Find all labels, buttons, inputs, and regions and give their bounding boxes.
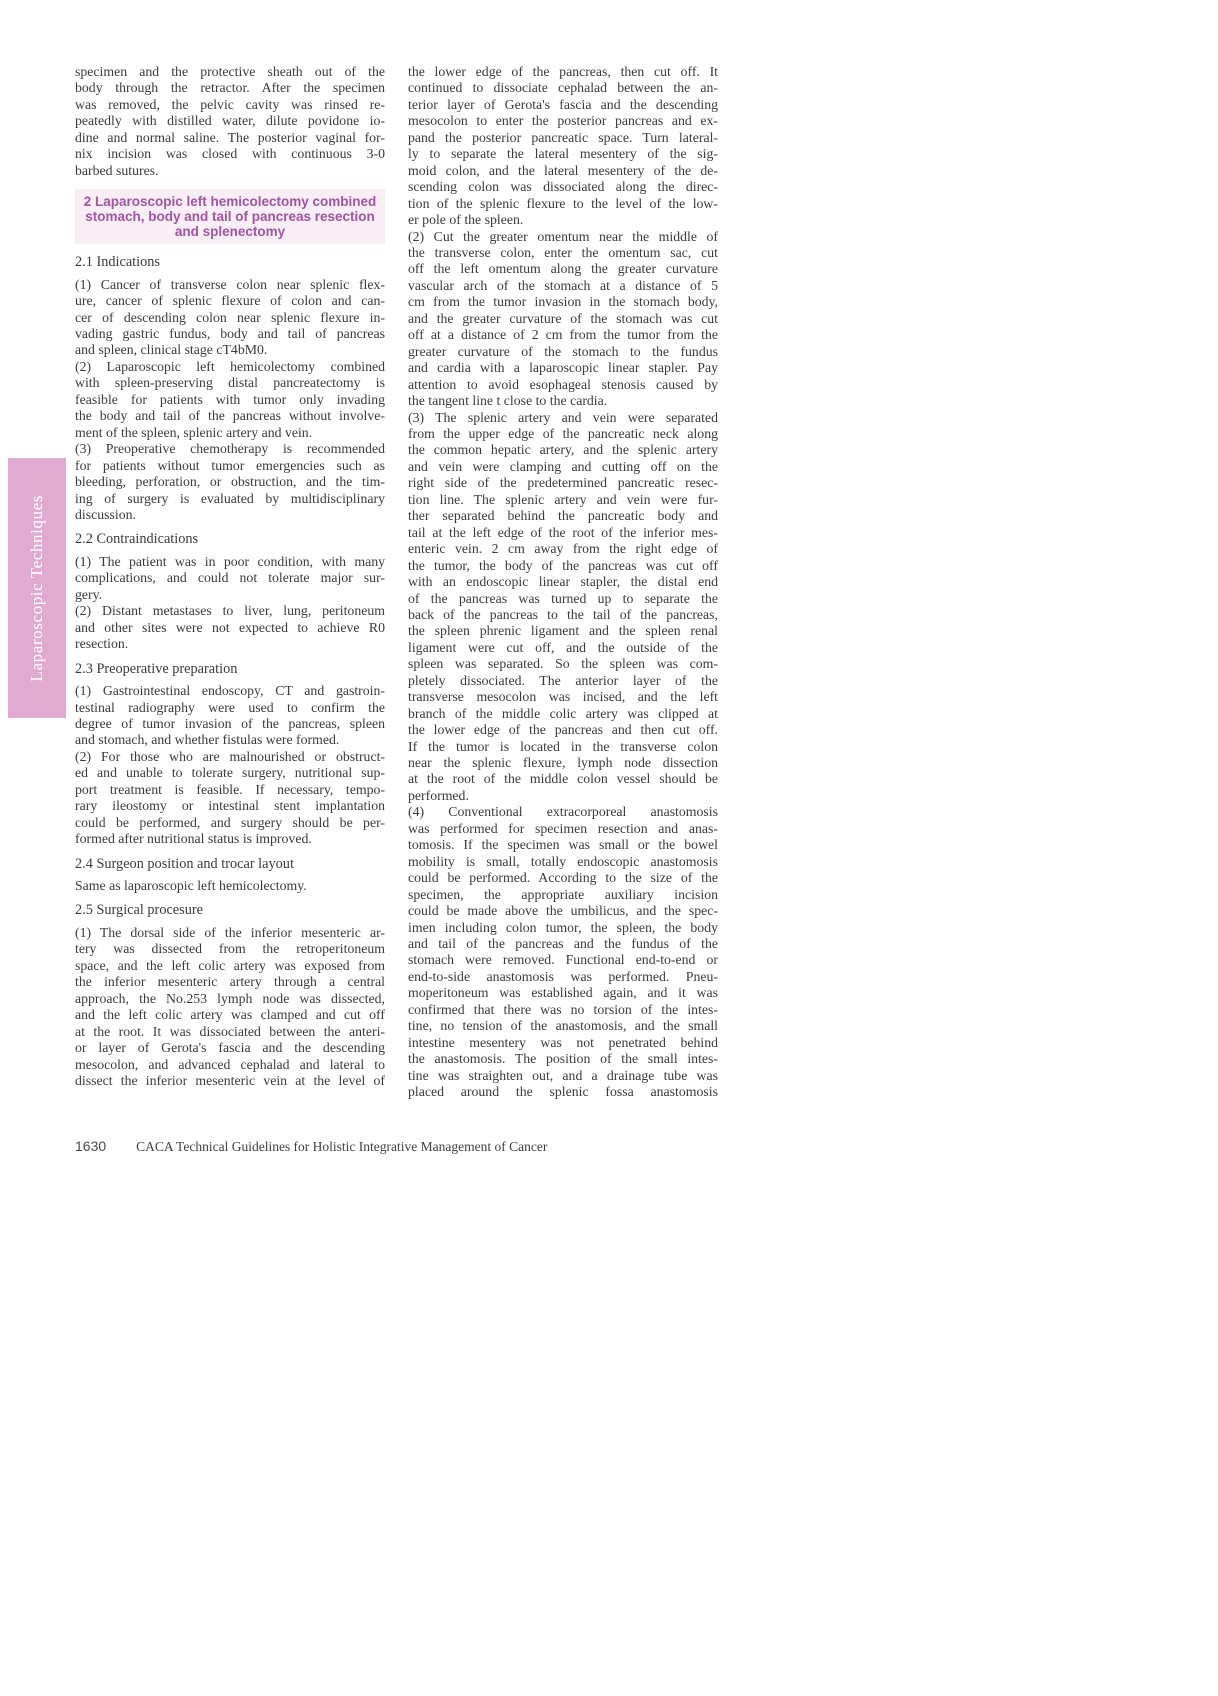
text-line: bleeding, perforation, or obstruction, and the tim-: [75, 474, 385, 490]
text-line: (2) Laparoscopic left hemicolectomy combined: [75, 358, 385, 374]
paragraph: [75, 359, 385, 441]
text-line: end-to-side anastomosis was performed. Pneu-: [408, 968, 718, 984]
text-line: from the upper edge of the pancreatic neck along: [408, 425, 718, 441]
text-line: tery was dissected from the retroperitoneum: [75, 941, 385, 957]
text-line: off the left omentum along the greater curvature: [408, 261, 718, 277]
page-footer: [75, 1138, 718, 1155]
text-line: vading gastric fundus, body and tail of pancreas: [75, 325, 385, 341]
text-line: and tail of the pancreas and the fundus of the: [408, 936, 718, 952]
text-line: intestine mesentery was not penetrated behind: [408, 1034, 718, 1050]
page-body: [75, 64, 718, 1101]
text-line: the common hepatic artery, and the splenic artery: [408, 442, 718, 458]
text-line: back of the pancreas to the tail of the pancreas,: [408, 606, 718, 622]
text-line: was removed, the pelvic cavity was rinsed re-: [75, 96, 385, 112]
text-line: the transverse colon, enter the omentum sac, cut: [408, 244, 718, 260]
paragraph: [75, 683, 385, 749]
text-line: (1) The dorsal side of the inferior mesenteric ar-: [75, 924, 385, 940]
text-line: If the tumor is located in the transverse colon: [408, 738, 718, 754]
text-line: right side of the predetermined pancreatic resec-: [408, 475, 718, 491]
text-line: with spleen-preserving distal pancreatectomy is: [75, 375, 385, 391]
text-line: at the root. It was dissociated between the anteri-: [75, 1023, 385, 1039]
paragraph: [75, 277, 385, 359]
text-line: could be performed. According to the size of the: [408, 870, 718, 886]
text-line: space, and the left colic artery was exposed from: [75, 957, 385, 973]
text-line: barbed sutures.: [75, 162, 159, 178]
chapter-sidebar-tab: [8, 458, 66, 718]
text-line: tine was straighten out, and a drainage tube was: [408, 1067, 718, 1083]
text-line: discussion.: [75, 506, 136, 522]
text-line: resection.: [75, 636, 129, 652]
text-line: cer of descending colon near splenic flexure in-: [75, 309, 385, 325]
text-line: tion line. The splenic artery and vein were fur-: [408, 491, 718, 507]
text-line: stomach were removed. Functional end-to-end or: [408, 952, 718, 968]
paragraph: [408, 804, 718, 1100]
text-line: terior layer of Gerota's fascia and the descending: [408, 96, 718, 112]
text-line: tail at the left edge of the root of the inferior mes-: [408, 524, 718, 540]
section-heading-box: [75, 189, 385, 244]
text-line: and cardia with a laparoscopic linear stapler. Pay: [408, 360, 718, 376]
text-line: mesocolon to enter the posterior pancreas and ex-: [408, 113, 718, 129]
text-line: and vein were clamping and cutting off on the: [408, 458, 718, 474]
text-line: specimen, the appropriate auxiliary incision: [408, 886, 718, 902]
text-line: or layer of Gerota's fascia and the descending: [75, 1040, 385, 1056]
text-line: (3) The splenic artery and vein were separated: [408, 409, 718, 425]
text-line: ure, cancer of splenic flexure of colon and can-: [75, 293, 385, 309]
text-line: cm from the tumor invasion in the stomach body,: [408, 294, 718, 310]
subsection-heading: 2.4 Surgeon position and trocar layout: [75, 855, 294, 872]
text-line: nix incision was closed with continuous 3-0: [75, 146, 385, 162]
paragraph: [75, 925, 385, 1090]
text-line: attention to avoid esophageal stenosis caused by: [408, 376, 718, 392]
right-column: [408, 64, 718, 1101]
text-line: could be made above the umbilicus, and the spec-: [408, 903, 718, 919]
text-line: degree of tumor invasion of the pancreas, spleen: [75, 715, 385, 731]
text-line: and other sites were not expected to achieve R0: [75, 619, 385, 635]
text-line: pletely dissociated. The anterior layer of the: [408, 672, 718, 688]
text-line: could be performed, and surgery should be per-: [75, 814, 385, 830]
subsection-heading: 2.5 Surgical procesure: [75, 902, 203, 919]
text-line: the tangent line t close to the cardia.: [408, 393, 608, 409]
text-line: gery.: [75, 586, 103, 602]
text-line: the inferior mesenteric artery through a central: [75, 974, 385, 990]
text-line: port treatment is feasible. If necessary, tempo-: [75, 781, 385, 797]
text-line: and spleen, clinical stage cT4bM0.: [75, 342, 268, 358]
text-line: of the pancreas was turned up to separate the: [408, 590, 718, 606]
text-line: (2) For those who are malnourished or obstruct-: [75, 748, 385, 764]
text-line: (2) Cut the greater omentum near the middle of: [408, 228, 718, 244]
text-line: the lower edge of the pancreas and then cut off.: [408, 722, 718, 738]
text-line: complications, and could not tolerate major sur-: [75, 570, 385, 586]
text-line: mobility is small, totally endoscopic anastomosis: [408, 853, 718, 869]
text-line: the body and tail of the pancreas without involve-: [75, 408, 385, 424]
text-line: testinal radiography were used to confirm the: [75, 699, 385, 715]
text-line: vascular arch of the stomach at a distance of 5: [408, 277, 718, 293]
text-line: spleen was separated. So the spleen was com-: [408, 656, 718, 672]
footer-title: CACA Technical Guidelines for Holistic Integrative Management of Cancer: [136, 1139, 548, 1154]
text-line: tion of the splenic flexure to the level of the low-: [408, 195, 718, 211]
paragraph: [408, 229, 718, 410]
text-line: performed.: [408, 787, 469, 803]
text-line: formed after nutritional status is improved.: [75, 831, 312, 847]
text-line: ed and unable to tolerate surgery, nutritional sup-: [75, 765, 385, 781]
left-column: [75, 64, 385, 1101]
text-line: dine and normal saline. The posterior vaginal for-: [75, 129, 385, 145]
paragraph: [75, 749, 385, 848]
paragraph: [75, 64, 385, 179]
text-line: mesocolon, and advanced cephalad and lateral to: [75, 1056, 385, 1072]
text-line: rary ileostomy or intestinal stent implantation: [75, 798, 385, 814]
paragraph: [75, 441, 385, 523]
text-line: the lower edge of the pancreas, then cut off. It: [408, 64, 718, 79]
text-line: moperitoneum was established again, and it was: [408, 985, 718, 1001]
text-line: near the splenic flexure, lymph node dissection: [408, 755, 718, 771]
text-line: tine, no tension of the anastomosis, and the small: [408, 1018, 718, 1034]
text-line: the anastomosis. The position of the small intes-: [408, 1051, 718, 1067]
paragraph: [408, 64, 718, 229]
text-line: peatedly with distilled water, dilute povidone io-: [75, 113, 385, 129]
text-line: dissect the inferior mesenteric vein at the level of: [75, 1073, 385, 1089]
text-line: (1) The patient was in poor condition, with many: [75, 553, 385, 569]
sidebar-tab-label: Laparoscopic Techniques: [27, 494, 46, 682]
text-line: er pole of the spleen.: [408, 212, 524, 228]
text-line: placed around the splenic fossa anastomosis: [408, 1084, 718, 1100]
section-heading-line: and splenectomy: [174, 224, 286, 240]
text-line: transverse mesocolon was incised, and the left: [408, 689, 718, 705]
subsection-heading: 2.2 Contraindications: [75, 531, 199, 548]
text-line: the spleen phrenic ligament and the spleen renal: [408, 623, 718, 639]
text-line: (1) Gastrointestinal endoscopy, CT and gastroin-: [75, 683, 385, 699]
text-line: (2) Distant metastases to liver, lung, peritoneum: [75, 603, 385, 619]
text-line: was performed for specimen resection and anas-: [408, 820, 718, 836]
section-heading-line: stomach, body and tail of pancreas resection: [85, 209, 375, 225]
text-line: ing of surgery is evaluated by multidisciplinary: [75, 490, 385, 506]
paragraph: [408, 410, 718, 805]
text-line: the tumor, the body of the pancreas was cut off: [408, 557, 718, 573]
text-line: and the greater curvature of the stomach was cut: [408, 310, 718, 326]
text-line: body through the retractor. After the specimen: [75, 80, 385, 96]
text-line: and stomach, and whether fistulas were formed.: [75, 732, 340, 748]
text-line: branch of the middle colic artery was clipped at: [408, 705, 718, 721]
text-line: with an endoscopic linear stapler, the distal end: [408, 574, 718, 590]
text-line: for patients without tumor emergencies such as: [75, 457, 385, 473]
text-line: greater curvature of the stomach to the fundus: [408, 343, 718, 359]
text-line: and the left colic artery was clamped and cut off: [75, 1007, 385, 1023]
text-line: pand the posterior pancreatic space. Turn lateral-: [408, 129, 718, 145]
section-heading-line: 2 Laparoscopic left hemicolectomy combined: [83, 194, 377, 210]
text-line: approach, the No.253 lymph node was dissected,: [75, 990, 385, 1006]
text-line: scending colon was dissociated along the direc-: [408, 179, 718, 195]
text-line: enteric vein. 2 cm away from the right edge of: [408, 541, 718, 557]
text-line: (3) Preoperative chemotherapy is recommended: [75, 441, 385, 457]
text-line: feasible for patients with tumor only invading: [75, 391, 385, 407]
text-line: ly to separate the lateral mesentery of the sig-: [408, 146, 718, 162]
text-line: ligament were cut off, and the outside of the: [408, 639, 718, 655]
text-line: (4) Conventional extracorporeal anastomosis: [408, 804, 718, 820]
page-number: 1630: [75, 1138, 107, 1154]
text-line: (1) Cancer of transverse colon near splenic flex-: [75, 276, 385, 292]
text-line: moid colon, and the lateral mesentery of the de-: [408, 162, 718, 178]
paragraph: [75, 554, 385, 603]
text-line: specimen and the protective sheath out of the: [75, 64, 385, 79]
text-line: continued to dissociate cephalad between the an-: [408, 80, 718, 96]
text-line: imen including colon tumor, the spleen, the body: [408, 919, 718, 935]
text-line: tomosis. If the specimen was small or the bowel: [408, 837, 718, 853]
text-line: ther separated behind the pancreatic body and: [408, 508, 718, 524]
text-line: ment of the spleen, splenic artery and vein.: [75, 424, 313, 440]
text-line: off at a distance of 2 cm from the tumor from the: [408, 327, 718, 343]
subsection-heading: 2.3 Preoperative preparation: [75, 660, 238, 677]
paragraph: [75, 603, 385, 652]
text-line: Same as laparoscopic left hemicolectomy.: [75, 878, 307, 894]
paragraph: [75, 878, 385, 894]
text-line: confirmed that there was no torsion of the intes-: [408, 1001, 718, 1017]
text-line: at the root of the middle colon vessel should be: [408, 771, 718, 787]
subsection-heading: 2.1 Indications: [75, 254, 160, 271]
